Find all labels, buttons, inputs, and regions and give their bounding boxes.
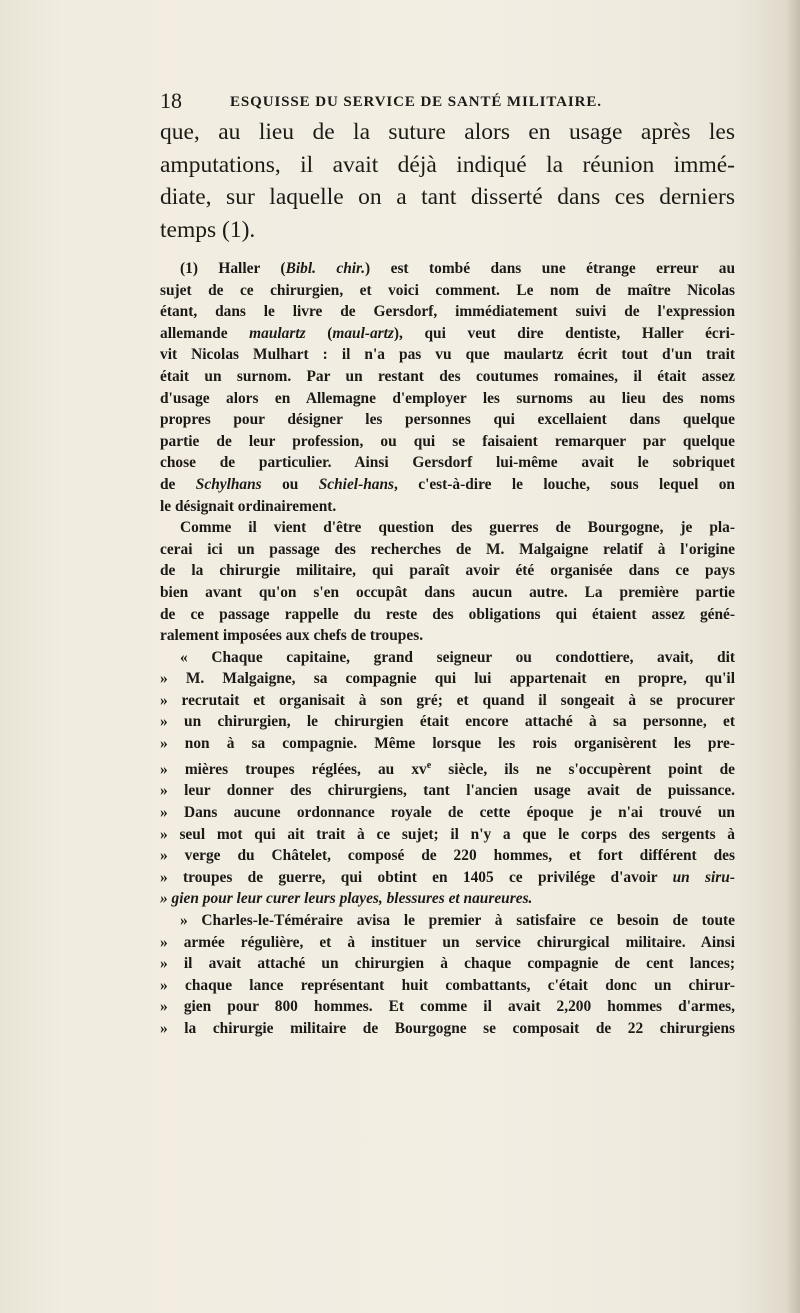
footnote-term: Schylhans [195, 475, 262, 493]
footnote-line [160, 323, 735, 345]
footnote-text: ou [261, 475, 319, 493]
quote-italic: » gien pour leur curer leurs playes, blessures et naureures. [160, 890, 533, 908]
footnote-line [160, 258, 735, 280]
quote-line: » un chirurgien, le chirurgien était encore attaché à sa personne, et [160, 713, 735, 731]
quote-line: » seul mot qui ait trait à ce sujet; il n'y a que le corps des sergents à [160, 825, 735, 843]
footnote-line: d'usage alors en Allemagne d'employer les surnoms au lieu des noms [160, 389, 735, 407]
footnote-text: allemande [160, 324, 250, 342]
footnote-line: sujet de ce chirurgien, et voici comment. Le nom de maître Nicolas [160, 281, 735, 299]
footnote-citation: Bibl. chir. [285, 260, 366, 277]
quote-line: » il avait attaché un chirurgien à chaque compagnie de cent lances; [160, 955, 735, 973]
page-content [160, 86, 735, 1040]
quote-text: siècle, ils ne s'occupèrent point de [431, 760, 735, 778]
running-title: ESQUISSE DU SERVICE DE SANTÉ MILITAIRE. [230, 94, 602, 110]
quote-line: » armée régulière, et à instituer un service chirurgical militaire. Ainsi [160, 933, 735, 951]
footnote-line: propres pour désigner les personnes qui excellaient dans quelque [160, 411, 735, 429]
footnote-term: maulartz [249, 324, 306, 342]
main-text [160, 116, 735, 246]
text-line: diate, sur laquelle on a tant disserté dans ces derniers [160, 184, 735, 210]
footnotes [160, 258, 735, 1040]
paragraph-line: de ce passage rappelle du reste des obligations qui étaient assez géné- [160, 605, 735, 623]
page-edge-shadow [786, 0, 800, 1313]
quote-line [160, 755, 735, 781]
footnote-line: le désignait ordinairement. [160, 497, 337, 515]
quote-line [160, 867, 735, 889]
paragraph-line: Comme il vient d'être question des guerres de Bourgogne, je pla- [180, 519, 735, 537]
text-line: temps (1). [160, 216, 256, 243]
footnote-line: vit Nicolas Mulhart : il n'a pas vu que maulartz écrit tout d'un trait [160, 346, 735, 364]
footnote-term: maul-artz [332, 324, 394, 342]
page-header [160, 86, 735, 114]
quote-line: » non à sa compagnie. Même lorsque les rois organisèrent les pre- [160, 735, 735, 753]
footnote-line: partie de leur profession, ou qui se faisaient remarquer par quelque [160, 432, 735, 450]
quote-text: » troupes de guerre, qui obtint en 1405 ce privilége d'avoir [160, 868, 673, 886]
footnote-text: ( [305, 324, 333, 342]
footnote-text: (1) Haller ( [180, 260, 286, 277]
footnote-text: ) est tombé dans une étrange erreur au [365, 260, 735, 277]
quote-line: » leur donner des chirurgiens, tant l'ancien usage avait de puissance. [160, 782, 735, 800]
quote-line: » M. Malgaigne, sa compagnie qui lui appartenait en propre, qu'il [160, 670, 735, 688]
paragraph-line: ralement imposées aux chefs de troupes. [160, 627, 424, 645]
footnote-term: Schiel-hans [318, 475, 394, 493]
quote-line: « Chaque capitaine, grand seigneur ou condottiere, avait, dit [180, 648, 735, 666]
footnote-text: de [160, 475, 196, 493]
paragraph-line: de la chirurgie militaire, qui paraît avoir été organisée dans ce pays [160, 562, 735, 580]
footnote-text: ), qui veut dire dentiste, Haller écri- [393, 324, 735, 342]
quote-line: » gien pour 800 hommes. Et comme il avait 2,200 hommes d'armes, [160, 998, 735, 1016]
quote-line: » la chirurgie militaire de Bourgogne se composait de 22 chirurgiens [160, 1019, 735, 1037]
quote-line [160, 888, 735, 910]
footnote-text: , c'est-à-dire le louche, sous lequel on [394, 475, 735, 493]
page-number: 18 [160, 88, 182, 113]
quote-italic: un siru- [672, 868, 735, 886]
text-line: amputations, il avait déjà indiqué la réunion immé- [160, 151, 735, 178]
paragraph-line: bien avant qu'on s'en occupât dans aucun autre. La première partie [160, 583, 735, 601]
quote-line: » chaque lance représentant huit combattants, c'était donc un chirur- [160, 976, 735, 994]
quote-text: » mières troupes réglées, au xv [160, 760, 427, 778]
quote-line: » recrutait et organisait à son gré; et quand il songeait à se procurer [160, 691, 735, 709]
paragraph-line: cerai ici un passage des recherches de M. Malgaigne relatif à l'origine [160, 540, 735, 558]
text-line: que, au lieu de la suture alors en usage après les [160, 119, 735, 145]
quote-line: » Charles-le-Téméraire avisa le premier à satisfaire ce besoin de toute [180, 911, 735, 929]
footnote-line: était un surnom. Par un restant des coutumes romaines, il était assez [160, 367, 735, 385]
quote-line: » Dans aucune ordonnance royale de cette époque je n'ai trouvé un [160, 803, 735, 821]
footnote-line: chose de particulier. Ainsi Gersdorf lui-même avait le sobriquet [160, 454, 735, 472]
footnote-line: étant, dans le livre de Gersdorf, immédiatement suivi de l'expression [160, 303, 735, 321]
superscript: e [426, 759, 432, 771]
quote-line: » verge du Châtelet, composé de 220 hommes, et fort différent des [160, 847, 735, 865]
footnote-line [160, 474, 735, 496]
